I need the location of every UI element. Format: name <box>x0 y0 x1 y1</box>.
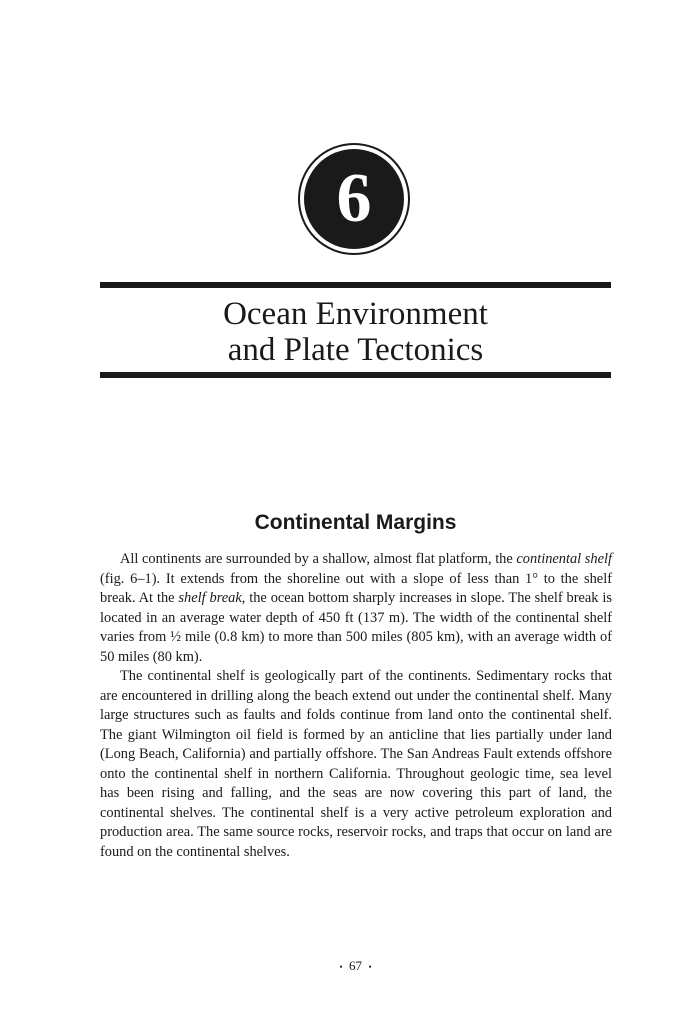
paragraph-1-part-b: (fig. 6–1). It extends from the shoreline out with a slope of less than 1° to the shelf break. At the <box>100 570 612 606</box>
title-rule-top <box>100 282 611 288</box>
paragraph-1-part-a: All continents are surrounded by a shallow, almost flat platform, the <box>120 551 517 567</box>
page-number: 67 <box>349 958 362 973</box>
chapter-title-line-2: and Plate Tectonics <box>227 332 484 368</box>
paragraph-2: The continental shelf is geologically part of the continents. Sedimentary rocks that are encountered in drilling along the beach extend out under the continental shelf. Many large structures such as faults and folds continue from land onto the continental shelf. The giant Wilmington oil field is formed by an anticline that lies partially under land (Long Beach, California) and partially offshore. The San Andreas Fault extends offshore onto the continental shelf in northern California. Throughout geologic time, sea level has been rising and falling, and the seas are now covering this part of land, the continental shelves. The continental shelf is a very active petroleum exploration and production area. The same source rocks, reservoir rocks, and traps that occur on land are found on the continental shelves. <box>100 668 612 860</box>
footer-bullet-right: • <box>368 962 372 973</box>
body-text <box>100 550 612 862</box>
chapter-number: 6 <box>304 149 404 249</box>
page-footer <box>100 956 611 977</box>
chapter-title <box>100 296 611 368</box>
footer-bullet-left: • <box>339 962 343 973</box>
term-shelf-break: shelf break <box>178 590 242 606</box>
paragraph-1 <box>100 550 612 667</box>
title-rule-bottom <box>100 372 611 378</box>
section-heading: Continental Margins <box>254 511 457 534</box>
paragraph-1-part-c: , the ocean bottom sharply increases in slope. The shelf break is located in an average water depth of 450 ft (137 m). The width of the continental shelf varies from ½ mile (0.8 km) to more than 500 miles (805 km), with an average width of 50 miles (80 km). <box>100 590 612 665</box>
chapter-title-line-1: Ocean Environment <box>223 296 488 332</box>
chapter-number-badge <box>298 143 410 255</box>
term-continental-shelf: continental shelf <box>516 551 612 567</box>
